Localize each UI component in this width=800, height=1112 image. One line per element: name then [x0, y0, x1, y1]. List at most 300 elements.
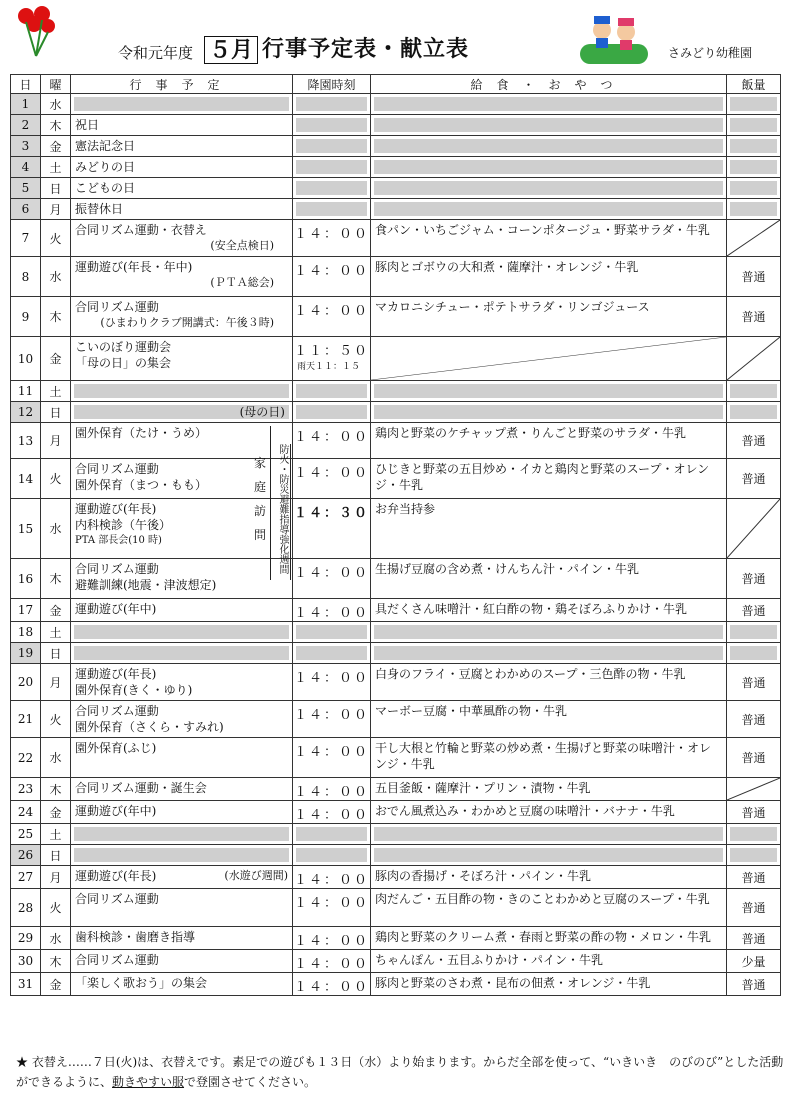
carnation-icon: [14, 6, 58, 58]
events-cell: [71, 643, 293, 664]
pickup-time: １４：００: [293, 873, 369, 888]
meal-cell: [371, 94, 727, 115]
event-text: 合同リズム運動・誕生会: [75, 781, 207, 795]
amount-cell: [727, 778, 781, 801]
meal-cell: 豚肉の香揚げ・そぼろ汁・パイン・牛乳: [371, 866, 727, 889]
table-row: [11, 866, 781, 889]
event-text: 運動遊び(年長): [75, 869, 157, 883]
events-cell: [71, 973, 293, 996]
weekday-cell: 火: [41, 459, 71, 499]
day-cell: 8: [11, 257, 41, 297]
table-row: [11, 950, 781, 973]
meal-cell: 豚肉と野菜のさわ煮・昆布の佃煮・オレンジ・牛乳: [371, 973, 727, 996]
meal-cell: 具だくさん味噌汁・紅白酢の物・鶏そぼろふりかけ・牛乳: [371, 599, 727, 622]
weekday-cell: 月: [41, 199, 71, 220]
pickup-time-cell: [293, 178, 371, 199]
children-illustration-icon: [576, 10, 652, 66]
pickup-time: １４：００: [293, 466, 369, 481]
table-row: [11, 178, 781, 199]
pickup-time: １４：００: [293, 957, 369, 972]
events-cell: [71, 115, 293, 136]
weekday-cell: 日: [41, 402, 71, 423]
col-dow: 曜: [41, 75, 71, 94]
event-text: こいのぼり運動会: [75, 340, 172, 354]
pickup-time: １４：００: [293, 304, 369, 319]
event-text: 合同リズム運動: [75, 462, 159, 476]
pickup-time-cell: [293, 136, 371, 157]
school-name: さみどり幼稚園: [668, 46, 753, 60]
meal-cell: [371, 381, 727, 402]
meal-cell: [371, 824, 727, 845]
event-text: 運動遊び(年長): [75, 667, 157, 681]
meal-cell: [371, 115, 727, 136]
table-row: [11, 973, 781, 996]
pickup-time: １４：００: [293, 606, 369, 621]
weekday-cell: 日: [41, 643, 71, 664]
pickup-time-cell: [293, 559, 371, 599]
amount-cell: [727, 643, 781, 664]
event-text: 避難訓練(地震・津波想定): [75, 578, 217, 592]
day-cell: 17: [11, 599, 41, 622]
amount-cell: 普通: [727, 866, 781, 889]
pickup-time-cell: [293, 423, 371, 459]
pickup-time-cell: [293, 257, 371, 297]
day-cell: 5: [11, 178, 41, 199]
footer-lead: ★ 衣替え……７日(火)は、衣替えです。素足での遊びも１３日（水）より始まります。からだ全部を使って、“いきいき のびのび”とした活動ができるように、: [16, 1055, 784, 1089]
events-cell: [71, 297, 293, 337]
amount-cell: [727, 115, 781, 136]
meal-cell: 肉だんご・五目酢の物・きのことわかめと豆腐のスープ・牛乳: [371, 889, 727, 927]
day-cell: 25: [11, 824, 41, 845]
event-text: 運動遊び(年中): [75, 804, 157, 818]
day-cell: 3: [11, 136, 41, 157]
meal-cell: ちゃんぽん・五目ふりかけ・パイン・牛乳: [371, 950, 727, 973]
event-text: 園外保育（まつ・もも）: [75, 478, 208, 492]
footer-note: [16, 1052, 786, 1092]
event-text: 内科検診（午後）: [75, 518, 172, 532]
event-text: 合同リズム運動: [75, 892, 159, 906]
table-row: [11, 927, 781, 950]
events-cell: [71, 866, 293, 889]
weekday-cell: 木: [41, 778, 71, 801]
table-row: [11, 701, 781, 738]
day-cell: 10: [11, 337, 41, 381]
footer-underlined: 動きやすい服: [112, 1075, 185, 1089]
weekday-cell: 金: [41, 337, 71, 381]
event-text: [75, 868, 288, 884]
event-text: 合同リズム運動: [75, 300, 159, 314]
weekday-cell: 土: [41, 381, 71, 402]
col-events: 行事予定: [71, 75, 293, 94]
day-cell: 11: [11, 381, 41, 402]
table-row: [11, 889, 781, 927]
pickup-time: １４：００: [293, 708, 369, 723]
meal-cell: 生揚げ豆腐の含め煮・けんちん汁・パイン・牛乳: [371, 559, 727, 599]
amount-cell: 普通: [727, 599, 781, 622]
day-cell: 19: [11, 643, 41, 664]
day-cell: 28: [11, 889, 41, 927]
pickup-time-cell: [293, 622, 371, 643]
events-cell: [71, 257, 293, 297]
pickup-time-cell: [293, 973, 371, 996]
table-row: [11, 664, 781, 701]
col-pickup: 降園時刻: [293, 75, 371, 94]
events-cell: [71, 927, 293, 950]
pickup-time: １４：００: [293, 566, 369, 581]
amount-cell: [727, 622, 781, 643]
meal-cell: 豚肉とゴボウの大和煮・薩摩汁・オレンジ・牛乳: [371, 257, 727, 297]
fire-drill-bar: [290, 444, 291, 580]
amount-cell: [727, 499, 781, 559]
meal-cell: 鶏肉と野菜のクリーム煮・春雨と野菜の酢の物・メロン・牛乳: [371, 927, 727, 950]
events-cell: [71, 622, 293, 643]
event-text: 歯科検診・歯磨き指導: [75, 930, 196, 944]
amount-cell: [727, 136, 781, 157]
table-row: [11, 778, 781, 801]
day-cell: 1: [11, 94, 41, 115]
amount-cell: [727, 220, 781, 257]
pickup-time: １４：００: [293, 227, 369, 242]
pickup-time-cell: [293, 402, 371, 423]
col-amount: 飯量: [727, 75, 781, 94]
table-row: [11, 824, 781, 845]
event-text: 憲法記念日: [75, 139, 136, 153]
table-row: [11, 136, 781, 157]
event-subnote: (ひまわりクラブ開講式：午後３時): [100, 316, 274, 329]
weekday-cell: 木: [41, 559, 71, 599]
day-cell: 30: [11, 950, 41, 973]
day-cell: 24: [11, 801, 41, 824]
pickup-time: １１：５０: [293, 344, 369, 359]
amount-cell: 普通: [727, 423, 781, 459]
pickup-time-cell: [293, 664, 371, 701]
no-rice-slash: [727, 778, 780, 800]
events-cell: [71, 199, 293, 220]
day-cell: 22: [11, 738, 41, 778]
amount-cell: [727, 94, 781, 115]
amount-cell: 少量: [727, 950, 781, 973]
weekday-cell: 木: [41, 950, 71, 973]
weekday-cell: 金: [41, 599, 71, 622]
pickup-time-cell: [293, 199, 371, 220]
day-cell: 18: [11, 622, 41, 643]
no-rice-slash: [727, 499, 780, 558]
meal-cell: [371, 157, 727, 178]
weekday-cell: 水: [41, 927, 71, 950]
table-row: [11, 94, 781, 115]
event-note: (水遊び週間): [224, 869, 288, 882]
day-cell: 9: [11, 297, 41, 337]
weekday-cell: 水: [41, 738, 71, 778]
weekday-cell: 木: [41, 297, 71, 337]
table-row: [11, 622, 781, 643]
day-cell: 6: [11, 199, 41, 220]
meal-cell: 白身のフライ・豆腐とわかめのスープ・三色酢の物・牛乳: [371, 664, 727, 701]
day-cell: 4: [11, 157, 41, 178]
pickup-time-cell: [293, 599, 371, 622]
weekday-cell: 日: [41, 845, 71, 866]
meal-cell: [371, 136, 727, 157]
weekday-cell: 水: [41, 94, 71, 115]
day-cell: 2: [11, 115, 41, 136]
pickup-time-cell: [293, 927, 371, 950]
home-visit-bar: [270, 426, 271, 580]
footer-tail: で登園させてください。: [184, 1075, 317, 1089]
weekday-cell: 金: [41, 136, 71, 157]
events-cell: [71, 157, 293, 178]
meal-cell: 食パン・いちごジャム・コーンポタージュ・野菜サラダ・牛乳: [371, 220, 727, 257]
event-text: 「楽しく歌おう」の集会: [75, 976, 208, 990]
weekday-cell: 日: [41, 178, 71, 199]
events-cell: [71, 423, 293, 459]
pickup-time-cell: [293, 220, 371, 257]
table-row: [11, 643, 781, 664]
amount-cell: 普通: [727, 257, 781, 297]
pickup-time: １４：００: [293, 671, 369, 686]
rain-time: 雨天１１：１５: [297, 362, 361, 372]
amount-cell: 普通: [727, 889, 781, 927]
weekday-cell: 火: [41, 701, 71, 738]
pickup-time-cell: [293, 297, 371, 337]
event-subnote: (安全点検日): [210, 239, 274, 252]
day-cell: 7: [11, 220, 41, 257]
pickup-time: １４：００: [293, 785, 369, 800]
amount-cell: 普通: [727, 297, 781, 337]
events-cell: [71, 402, 293, 423]
event-text: 運動遊び(年長・年中): [75, 260, 193, 274]
pickup-time-cell: [293, 337, 371, 381]
event-text: 合同リズム運動: [75, 704, 159, 718]
table-row: [11, 257, 781, 297]
table-row: [11, 157, 781, 178]
col-meal: 給食・おやつ: [371, 75, 727, 94]
event-text: 合同リズム運動・衣替え: [75, 223, 207, 237]
day-cell: 21: [11, 701, 41, 738]
day-cell: 12: [11, 402, 41, 423]
table-row: [11, 220, 781, 257]
table-row: [11, 199, 781, 220]
pickup-time: １４：００: [293, 808, 369, 823]
fiscal-year: 令和元年度: [118, 44, 194, 62]
events-cell: [71, 845, 293, 866]
day-cell: 31: [11, 973, 41, 996]
pickup-time-cell: [293, 778, 371, 801]
pickup-time-cell: [293, 157, 371, 178]
table-row: [11, 423, 781, 459]
amount-cell: 普通: [727, 459, 781, 499]
event-text: 園外保育（たけ・うめ）: [75, 426, 208, 440]
pickup-time-cell: [293, 866, 371, 889]
pickup-time-cell: [293, 381, 371, 402]
day-cell: 20: [11, 664, 41, 701]
amount-cell: 普通: [727, 664, 781, 701]
table-row: [11, 459, 781, 499]
pickup-time: １４：００: [293, 980, 369, 995]
meal-cell: マーボー豆腐・中華風酢の物・牛乳: [371, 701, 727, 738]
meal-cell: 鶏肉と野菜のケチャップ煮・りんごと野菜のサラダ・牛乳: [371, 423, 727, 459]
event-subnote: (ＰＴＡ総会): [210, 276, 274, 289]
pickup-time: １４：００: [293, 934, 369, 949]
weekday-cell: 金: [41, 801, 71, 824]
fire-drill-week-label: 防火・防災避難指導強化週間: [277, 444, 288, 574]
events-cell: [71, 889, 293, 927]
pickup-time-cell: [293, 889, 371, 927]
events-cell: [71, 220, 293, 257]
event-text: 「母の日」の集会: [75, 356, 172, 370]
pickup-time-cell: [293, 701, 371, 738]
event-text: PTA 部長会(10 時): [75, 535, 162, 546]
pickup-time-cell: [293, 643, 371, 664]
pickup-time-cell: [293, 499, 371, 559]
no-rice-slash: [727, 220, 780, 256]
events-cell: [71, 94, 293, 115]
event-text: 園外保育(ふじ): [75, 741, 157, 755]
pickup-time-cell: [293, 845, 371, 866]
table-row: [11, 297, 781, 337]
weekday-cell: 火: [41, 889, 71, 927]
day-cell: 16: [11, 559, 41, 599]
event-text: こどもの日: [75, 181, 136, 195]
event-text: 運動遊び(年中): [75, 602, 157, 616]
amount-cell: 普通: [727, 701, 781, 738]
table-row: [11, 845, 781, 866]
weekday-cell: 月: [41, 423, 71, 459]
events-cell: [71, 599, 293, 622]
events-cell: [71, 950, 293, 973]
amount-cell: [727, 157, 781, 178]
weekday-cell: 木: [41, 115, 71, 136]
events-cell: [71, 381, 293, 402]
events-cell: [71, 337, 293, 381]
day-cell: 14: [11, 459, 41, 499]
table-row: [11, 599, 781, 622]
weekday-cell: 月: [41, 866, 71, 889]
page-header: [0, 0, 800, 72]
amount-cell: [727, 402, 781, 423]
event-text: 合同リズム運動: [75, 562, 159, 576]
meal-cell: マカロニシチュー・ポテトサラダ・リンゴジュース: [371, 297, 727, 337]
day-cell: 26: [11, 845, 41, 866]
meal-cell: ひじきと野菜の五目炒め・イカと鶏肉と野菜のスープ・オレンジ・牛乳: [371, 459, 727, 499]
col-day: 日: [11, 75, 41, 94]
amount-cell: [727, 381, 781, 402]
amount-cell: [727, 199, 781, 220]
pickup-time-cell: [293, 824, 371, 845]
events-cell: [71, 559, 293, 599]
month-label: ５月: [204, 36, 258, 64]
event-text: 合同リズム運動: [75, 953, 159, 967]
pickup-time-cell: [293, 115, 371, 136]
event-text: (母の日): [74, 405, 289, 419]
pickup-time-cell: [293, 950, 371, 973]
table-row: [11, 381, 781, 402]
table-row: [11, 115, 781, 136]
day-cell: 23: [11, 778, 41, 801]
pickup-time: １４：００: [293, 745, 369, 760]
weekday-cell: 金: [41, 973, 71, 996]
event-text: 祝日: [75, 118, 100, 132]
amount-cell: 普通: [727, 801, 781, 824]
day-cell: 29: [11, 927, 41, 950]
meal-cell: お弁当持参: [371, 499, 727, 559]
meal-cell: [371, 845, 727, 866]
table-header-row: [11, 75, 781, 94]
table-row: [11, 337, 781, 381]
event-text: 運動遊び(年長): [75, 502, 157, 516]
meal-cell: 五目釜飯・薩摩汁・プリン・漬物・牛乳: [371, 778, 727, 801]
page-title: 行事予定表・献立表: [262, 36, 470, 62]
event-text: 園外保育(きく・ゆり): [75, 683, 193, 697]
event-text: みどりの日: [75, 160, 136, 174]
event-text: 振替休日: [75, 202, 124, 216]
amount-cell: 普通: [727, 738, 781, 778]
table-row: [11, 738, 781, 778]
pickup-time: １４：００: [293, 430, 369, 445]
meal-cell: [371, 643, 727, 664]
no-rice-slash: [727, 337, 780, 380]
meal-cell: [371, 622, 727, 643]
amount-cell: 普通: [727, 559, 781, 599]
no-meal-slash: [371, 337, 726, 380]
meal-cell: [371, 337, 727, 381]
pickup-time: １４：００: [293, 896, 369, 911]
weekday-cell: 土: [41, 622, 71, 643]
event-text: 園外保育（さくら・すみれ): [75, 720, 224, 734]
schedule-table: [10, 74, 781, 996]
amount-cell: [727, 845, 781, 866]
amount-cell: [727, 824, 781, 845]
day-cell: 15: [11, 499, 41, 559]
weekday-cell: 水: [41, 257, 71, 297]
home-visit-label: 家 庭 訪 問: [254, 456, 267, 542]
events-cell: [71, 778, 293, 801]
weekday-cell: 月: [41, 664, 71, 701]
day-cell: 13: [11, 423, 41, 459]
table-row: [11, 402, 781, 423]
events-cell: [71, 738, 293, 778]
events-cell: [71, 136, 293, 157]
pickup-time-cell: [293, 459, 371, 499]
amount-cell: [727, 337, 781, 381]
weekday-cell: 火: [41, 220, 71, 257]
meal-cell: [371, 178, 727, 199]
amount-cell: [727, 178, 781, 199]
events-cell: [71, 178, 293, 199]
events-cell: [71, 664, 293, 701]
table-row: [11, 499, 781, 559]
meal-cell: [371, 402, 727, 423]
pickup-time: １４：３０: [293, 506, 369, 521]
weekday-cell: 水: [41, 499, 71, 559]
table-row: [11, 801, 781, 824]
amount-cell: 普通: [727, 973, 781, 996]
amount-cell: 普通: [727, 927, 781, 950]
meal-cell: 干し大根と竹輪と野菜の炒め煮・生揚げと野菜の味噌汁・オレンジ・牛乳: [371, 738, 727, 778]
pickup-time-cell: [293, 94, 371, 115]
weekday-cell: 土: [41, 157, 71, 178]
day-cell: 27: [11, 866, 41, 889]
events-cell: [71, 824, 293, 845]
events-cell: [71, 701, 293, 738]
events-cell: [71, 801, 293, 824]
meal-cell: おでん風煮込み・わかめと豆腐の味噌汁・バナナ・牛乳: [371, 801, 727, 824]
pickup-time-cell: [293, 738, 371, 778]
table-row: [11, 559, 781, 599]
pickup-time: １４：００: [293, 264, 369, 279]
weekday-cell: 土: [41, 824, 71, 845]
pickup-time-cell: [293, 801, 371, 824]
meal-cell: [371, 199, 727, 220]
